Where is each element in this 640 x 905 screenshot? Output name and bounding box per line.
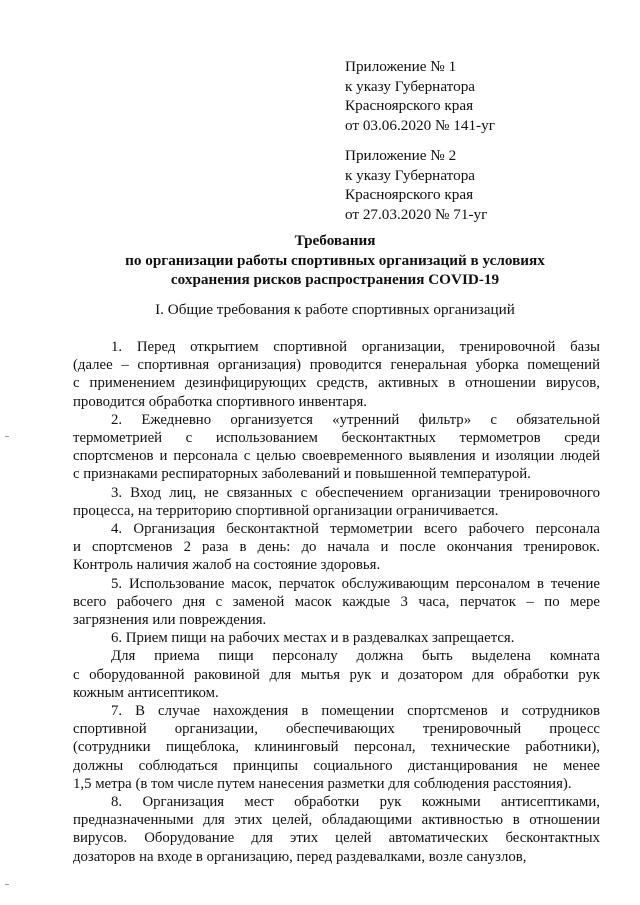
title-line-3: сохранения рисков распространения COVID-19 [170,271,500,288]
paragraph-line: и спортсменов 2 раза в день: до начала и после окончания тренировок. [73,539,600,556]
title-line-1: Требования [294,232,376,249]
appendix-1-number: Приложение № 1 [345,58,457,75]
paragraph-line: 2. Ежедневно организуется «утренний фильтр» с обязательной [111,411,600,428]
paragraph-line: предназначенными для этих целей, обладающими активностью в отношении [73,812,600,829]
paragraph-line: 3. Вход лиц, не связанных с обеспечением организации тренировочного [111,484,600,501]
paragraph [73,629,600,647]
paragraph-line: 1,5 метра (в том числе путем нанесения разметки для соблюдения расстояния). [73,775,572,792]
appendix-1-decree: к указу Губернатора [345,77,476,95]
paragraph-line: процесса, на территорию спортивной организации ограничивается. [73,502,499,519]
paragraph-line: должны соблюдаться принципы социального дистанцирования не менее [73,757,600,774]
paragraph [73,575,600,630]
appendix-1-header [345,57,605,135]
paragraph-line: 5. Использование масок, перчаток обслуживающим персоналом в течение [111,575,600,592]
paragraph-line: 6. Прием пищи на рабочих местах и в раздевалках запрещается. [111,630,515,647]
paragraph [73,702,600,793]
paragraph-line: 7. В случае нахождения в помещении спортсменов и сотрудников [111,703,600,720]
appendix-2-number: Приложение № 2 [345,147,457,164]
paragraph-line: кожным антисептиком. [73,684,219,701]
appendix-2-date: от 27.03.2020 № 71-уг [345,205,488,223]
appendix-2-region: Красноярского края [345,186,474,203]
paragraph-line: термометрией с использованием бесконтактных термометров среди [73,430,600,447]
paragraph-line: проводится обработка спортивного инвентаря. [73,393,367,410]
appendix-2-header [345,146,605,224]
paragraph-line: Контроль наличия жалоб на состояние здоровья. [73,557,381,574]
document-title [60,231,610,290]
paragraph [73,793,600,866]
paragraph-line: с применением дезинфицирующих средств, активных в отношении вирусов, [73,375,600,392]
margin-mark [5,436,9,437]
paragraph-line: дозаторов на входе в организацию, перед раздевалками, возле санузлов, [73,848,527,865]
document-body [73,338,600,866]
paragraph-line: вирусов. Оборудование для этих целей автоматических бесконтактных [73,830,600,847]
appendix-1-region: Красноярского края [345,97,474,114]
appendix-2-decree: к указу Губернатора [345,166,476,184]
paragraph-line: спортсменов и персонала с целью своевременного выявления и изоляции людей [73,448,600,465]
paragraph [73,338,600,411]
section-heading: I. Общие требования к работе спортивных организаций [155,301,515,318]
paragraph [73,647,600,702]
paragraph-line: (далее – спортивная организация) проводится генеральная уборка помещений [73,357,600,374]
paragraph-line: с признаками респираторных заболеваний и повышенной температурой. [73,466,531,483]
paragraph-line: 1. Перед открытием спортивной организации, тренировочной базы [111,339,600,355]
paragraph-line: спортивной организации, обеспечивающих тренировочный процесс [73,721,600,738]
paragraph-line: загрязнения или повреждения. [73,612,267,629]
paragraph [73,411,600,484]
appendix-1-date: от 03.06.2020 № 141-уг [345,116,495,134]
paragraph-line: с оборудованной раковиной для мытья рук и дозатором для обработки рук [73,666,600,683]
paragraph [73,520,600,575]
paragraph-line: Для приема пищи персоналу должна быть выделена комната [111,648,600,665]
paragraph-line: (сотрудники пищеблока, клининговый персонал, технические работники), [73,739,600,756]
paragraph-line: 8. Организация мест обработки рук кожными антисептиками, [111,794,600,811]
margin-mark [5,884,9,885]
paragraph-line: всего рабочего дня с заменой масок каждые 3 часа, перчаток – по мере [73,593,600,610]
paragraph [73,484,600,520]
paragraph-line: 4. Организация бесконтактной термометрии всего рабочего персонала [111,521,600,538]
title-line-2: по организации работы спортивных организаций в условиях [125,251,545,269]
